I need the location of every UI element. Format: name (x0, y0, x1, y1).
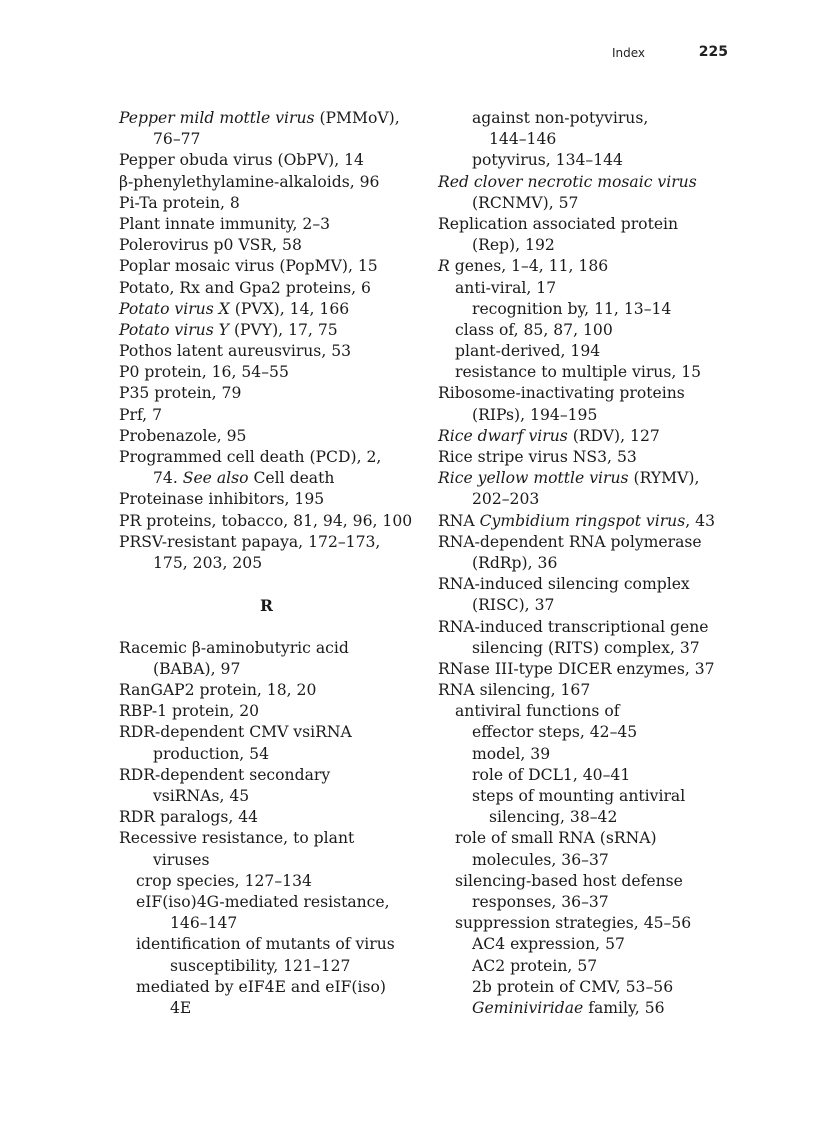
index-text: genes, 1–4, 11, 186 (449, 257, 609, 276)
page-number: 225 (698, 44, 728, 60)
index-line (438, 701, 738, 722)
index-text: Poplar mosaic virus (PopMV), 15 (119, 257, 378, 276)
index-line (119, 701, 424, 722)
index-text: (PVX), 14, 166 (229, 299, 350, 318)
index-line (438, 278, 738, 299)
index-text: 74. (153, 469, 183, 488)
index-line (438, 913, 738, 934)
index-text: β-phenylethylamine-alkaloids, 96 (119, 172, 380, 191)
section-heading: R (260, 596, 273, 616)
index-text: Cell death (248, 469, 335, 488)
index-line (438, 214, 738, 235)
index-text: 76–77 (153, 130, 201, 149)
index-line (119, 341, 424, 362)
index-text: suppression strategies, 45–56 (455, 914, 692, 933)
index-text: PR proteins, tobacco, 81, 94, 96, 100 (119, 511, 413, 530)
index-text: silencing (RITS) complex, 37 (472, 638, 700, 657)
index-text: crop species, 127–134 (136, 871, 312, 890)
index-line (438, 489, 738, 510)
index-text: resistance to multiple virus, 15 (455, 363, 702, 382)
index-line (119, 786, 424, 807)
index-text: Pothos latent aureusvirus, 53 (119, 342, 352, 361)
index-text: RNA-dependent RNA polymerase (438, 532, 702, 551)
index-line (438, 532, 738, 553)
index-line (119, 405, 424, 426)
index-text: RBP-1 protein, 20 (119, 702, 260, 721)
index-line (438, 405, 738, 426)
index-text: RDR paralogs, 44 (119, 808, 259, 827)
index-line (438, 553, 738, 574)
index-line (119, 108, 424, 129)
index-text-italic: Rice yellow mottle virus (438, 469, 629, 488)
index-text: silencing-based host defense (455, 871, 683, 890)
index-text: Polerovirus p0 VSR, 58 (119, 236, 302, 255)
index-text: Programmed cell death (PCD), 2, (119, 448, 382, 466)
index-text: 202–203 (472, 490, 540, 509)
index-line (119, 828, 424, 849)
index-line (119, 553, 424, 574)
index-text: RNA silencing, 167 (438, 681, 591, 700)
index-text: identification of mutants of virus (136, 935, 395, 954)
index-text: RNA (438, 511, 480, 530)
index-text: (RIPs), 194–195 (472, 405, 598, 424)
index-line (438, 871, 738, 892)
index-text: role of DCL1, 40–41 (472, 765, 631, 784)
index-text-italic: Potato virus X (119, 299, 230, 318)
index-text: P35 protein, 79 (119, 384, 242, 403)
index-text: (PVY), 17, 75 (228, 320, 338, 339)
index-text-italic: Rice dwarf virus (438, 426, 568, 445)
index-line (438, 129, 738, 150)
index-text: plant-derived, 194 (455, 342, 601, 361)
index-line (119, 235, 424, 256)
index-text: Prf, 7 (119, 405, 162, 424)
index-line (438, 595, 738, 616)
index-text: (RDV), 127 (567, 426, 660, 445)
index-column-right (438, 108, 738, 1019)
index-text: PRSV-resistant papaya, 172–173, (119, 532, 381, 551)
index-text: (RYMV), (628, 469, 700, 488)
index-line (438, 659, 738, 680)
index-text: vsiRNAs, 45 (153, 787, 250, 805)
index-text: against non-potyvirus, (472, 109, 649, 127)
running-head-label: Index (611, 46, 645, 60)
index-text: RDR-dependent CMV vsiRNA (119, 723, 352, 742)
index-line (119, 977, 424, 998)
index-text: (Rep), 192 (472, 236, 555, 255)
index-line (119, 129, 424, 150)
index-line (438, 468, 738, 489)
index-text-italic: Red clover necrotic mosaic virus (438, 172, 697, 191)
index-text: RanGAP2 protein, 18, 20 (119, 681, 317, 700)
index-line (438, 193, 738, 214)
index-text: Ribosome-inactivating proteins (438, 384, 685, 403)
index-line (119, 256, 424, 277)
index-line (119, 680, 424, 701)
index-text: Plant innate immunity, 2–3 (119, 214, 331, 233)
index-text: (RISC), 37 (472, 596, 555, 615)
index-line (438, 235, 738, 256)
index-line (438, 172, 738, 193)
index-line (438, 722, 738, 743)
index-line (438, 320, 738, 341)
index-text: RNA-induced transcriptional gene (438, 617, 709, 636)
index-text: eIF(iso)4G-mediated resistance, (136, 892, 390, 911)
running-head (0, 44, 816, 64)
index-column-left (119, 108, 424, 1019)
index-text: class of, 85, 87, 100 (455, 320, 613, 339)
index-text: recognition by, 11, 13–14 (472, 299, 672, 318)
index-line (119, 468, 424, 489)
index-text: (RCNMV), 57 (472, 193, 579, 212)
index-line (438, 828, 738, 849)
index-line (119, 193, 424, 214)
index-line (119, 172, 424, 193)
index-line (438, 362, 738, 383)
index-line (119, 383, 424, 404)
index-line (119, 150, 424, 171)
index-line (119, 892, 424, 913)
index-text: 4E (170, 998, 192, 1017)
index-text: 175, 203, 205 (153, 553, 263, 572)
index-text-italic: Pepper mild mottle virus (119, 109, 315, 127)
index-text: AC2 protein, 57 (472, 956, 598, 975)
index-text: susceptibility, 121–127 (170, 956, 351, 975)
index-line (119, 426, 424, 447)
index-line (119, 362, 424, 383)
index-line (438, 256, 738, 277)
index-line (438, 447, 738, 468)
index-text: (PMMoV), (314, 109, 400, 127)
index-line (119, 765, 424, 786)
index-text: effector steps, 42–45 (472, 723, 638, 742)
index-text: molecules, 36–37 (472, 850, 609, 869)
index-line (119, 320, 424, 341)
index-line (438, 299, 738, 320)
index-text: Recessive resistance, to plant (119, 829, 355, 848)
index-line (438, 956, 738, 977)
index-text-italic: Geminiviridae (472, 998, 584, 1017)
index-text: RNA-induced silencing complex (438, 575, 690, 594)
index-text: Pepper obuda virus (ObPV), 14 (119, 151, 364, 170)
index-line (119, 489, 424, 510)
index-line (119, 913, 424, 934)
index-text: potyvirus, 134–144 (472, 151, 623, 170)
index-text: mediated by eIF4E and eIF(iso) (136, 977, 386, 996)
index-text: steps of mounting antiviral (472, 787, 686, 805)
index-line (119, 214, 424, 235)
index-line (119, 871, 424, 892)
index-text: (BABA), 97 (153, 659, 241, 678)
index-text: Replication associated protein (438, 214, 679, 233)
index-line (438, 383, 738, 404)
index-text: 144–146 (489, 130, 557, 149)
index-text: Potato, Rx and Gpa2 proteins, 6 (119, 278, 371, 297)
index-text: responses, 36–37 (472, 892, 609, 911)
index-text: AC4 expression, 57 (472, 935, 625, 954)
index-text-italic: See also (182, 469, 249, 488)
index-line (438, 638, 738, 659)
index-text: antiviral functions of (455, 702, 620, 721)
index-line (438, 617, 738, 638)
index-text: Pi-Ta protein, 8 (119, 193, 240, 212)
index-text: family, 56 (583, 998, 665, 1017)
index-line (438, 511, 738, 532)
index-line (119, 850, 424, 871)
index-line (119, 638, 424, 659)
index-line (438, 765, 738, 786)
index-text-italic: Potato virus Y (119, 320, 229, 339)
index-line (438, 807, 738, 828)
index-line (438, 998, 738, 1019)
index-line (438, 108, 738, 129)
index-line (438, 934, 738, 955)
index-line (438, 786, 738, 807)
index-text: anti-viral, 17 (455, 278, 557, 297)
index-text-italic: R (438, 257, 450, 276)
index-line (119, 447, 424, 468)
index-line (438, 744, 738, 765)
index-text: (RdRp), 36 (472, 553, 558, 572)
index-text: viruses (153, 850, 210, 869)
index-line (438, 680, 738, 701)
index-line (438, 341, 738, 362)
index-text: 146–147 (170, 914, 238, 933)
index-text: production, 54 (153, 744, 270, 763)
index-text-italic: Cymbidium ringspot virus (479, 511, 686, 530)
index-text: P0 protein, 16, 54–55 (119, 363, 289, 382)
index-line (119, 956, 424, 977)
index-text: Probenazole, 95 (119, 426, 247, 445)
index-text: Proteinase inhibitors, 195 (119, 490, 325, 509)
index-line (438, 574, 738, 595)
index-line (119, 299, 424, 320)
index-line (438, 426, 738, 447)
index-text: , 43 (685, 511, 715, 530)
index-text: 2b protein of CMV, 53–56 (472, 977, 674, 996)
index-text: silencing, 38–42 (489, 808, 618, 827)
index-line (119, 532, 424, 553)
index-text: model, 39 (472, 744, 551, 763)
index-line (119, 659, 424, 680)
index-line (438, 892, 738, 913)
index-line (119, 722, 424, 743)
index-text: RDR-dependent secondary (119, 765, 331, 784)
index-line (119, 744, 424, 765)
index-line (438, 977, 738, 998)
index-line (119, 934, 424, 955)
index-line (438, 850, 738, 871)
index-line (119, 511, 424, 532)
index-text: RNase III-type DICER enzymes, 37 (438, 659, 715, 678)
index-line (119, 998, 424, 1019)
index-line (119, 807, 424, 828)
index-line (438, 150, 738, 171)
index-text: Racemic β-aminobutyric acid (119, 638, 349, 657)
index-line (119, 278, 424, 299)
index-text: role of small RNA (sRNA) (455, 829, 657, 848)
index-text: Rice stripe virus NS3, 53 (438, 448, 637, 466)
